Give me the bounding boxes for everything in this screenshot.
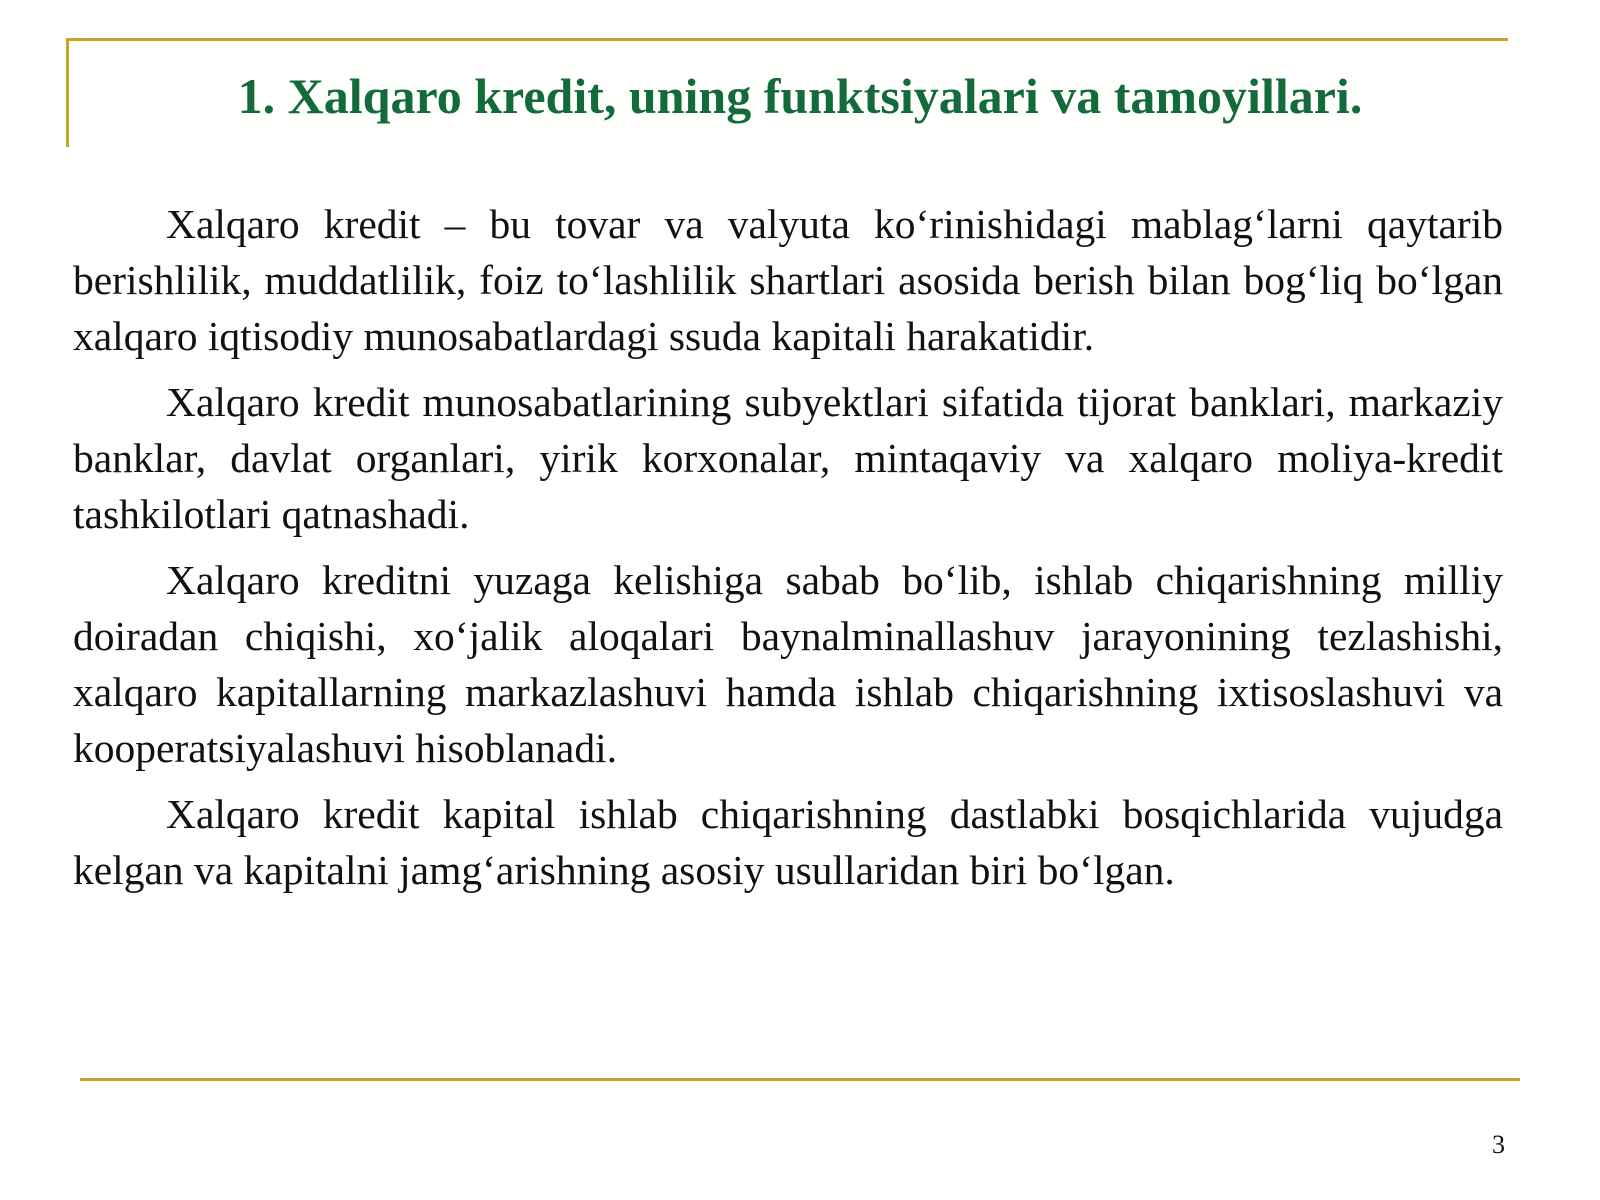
paragraph-origin: Xalqaro kredit kapital ishlab chiqarishning dastlabki bosqichlarida vujudga kelgan va kapitalni jamg‘arishning asosiy usullaridan biri bo‘lgan. xyxy=(73,791,1503,893)
slide-body xyxy=(73,196,1503,908)
title-frame-left-line xyxy=(66,38,69,147)
title-frame-top-line xyxy=(66,38,1508,41)
paragraph-subjects: Xalqaro kredit munosabatlarining subyektlari sifatida tijorat banklari, markaziy banklar, davlat organlari, yirik korxonalar, mintaqaviy va xalqaro moliya-kredit tashkilotlari qatnashadi. xyxy=(73,379,1503,537)
paragraph-definition: Xalqaro kredit – bu tovar va valyuta ko‘rinishidagi mablag‘larni qaytarib berishlilik, muddatlilik, foiz to‘lashlilik shartlari asosida berish bilan bog‘liq bo‘lgan xalqaro iqtisodiy munosabatlardagi ssuda kapitali harakatidir. xyxy=(73,201,1503,359)
footer-divider-line xyxy=(80,1078,1520,1081)
slide-title: 1. Xalqaro kredit, uning funktsiyalari va tamoyillari. xyxy=(237,68,1363,124)
page-number: 3 xyxy=(1492,1130,1505,1159)
paragraph-causes: Xalqaro kreditni yuzaga kelishiga sabab bo‘lib, ishlab chiqarishning milliy doiradan chiqishi, xo‘jalik aloqalari baynalminallashuv jarayonining tezlashishi, xalqaro kapitallarning markazlashuvi hamda ishlab chiqarishning ixtisoslashuvi va kooperatsiyalashuvi hisoblanadi. xyxy=(73,557,1503,771)
